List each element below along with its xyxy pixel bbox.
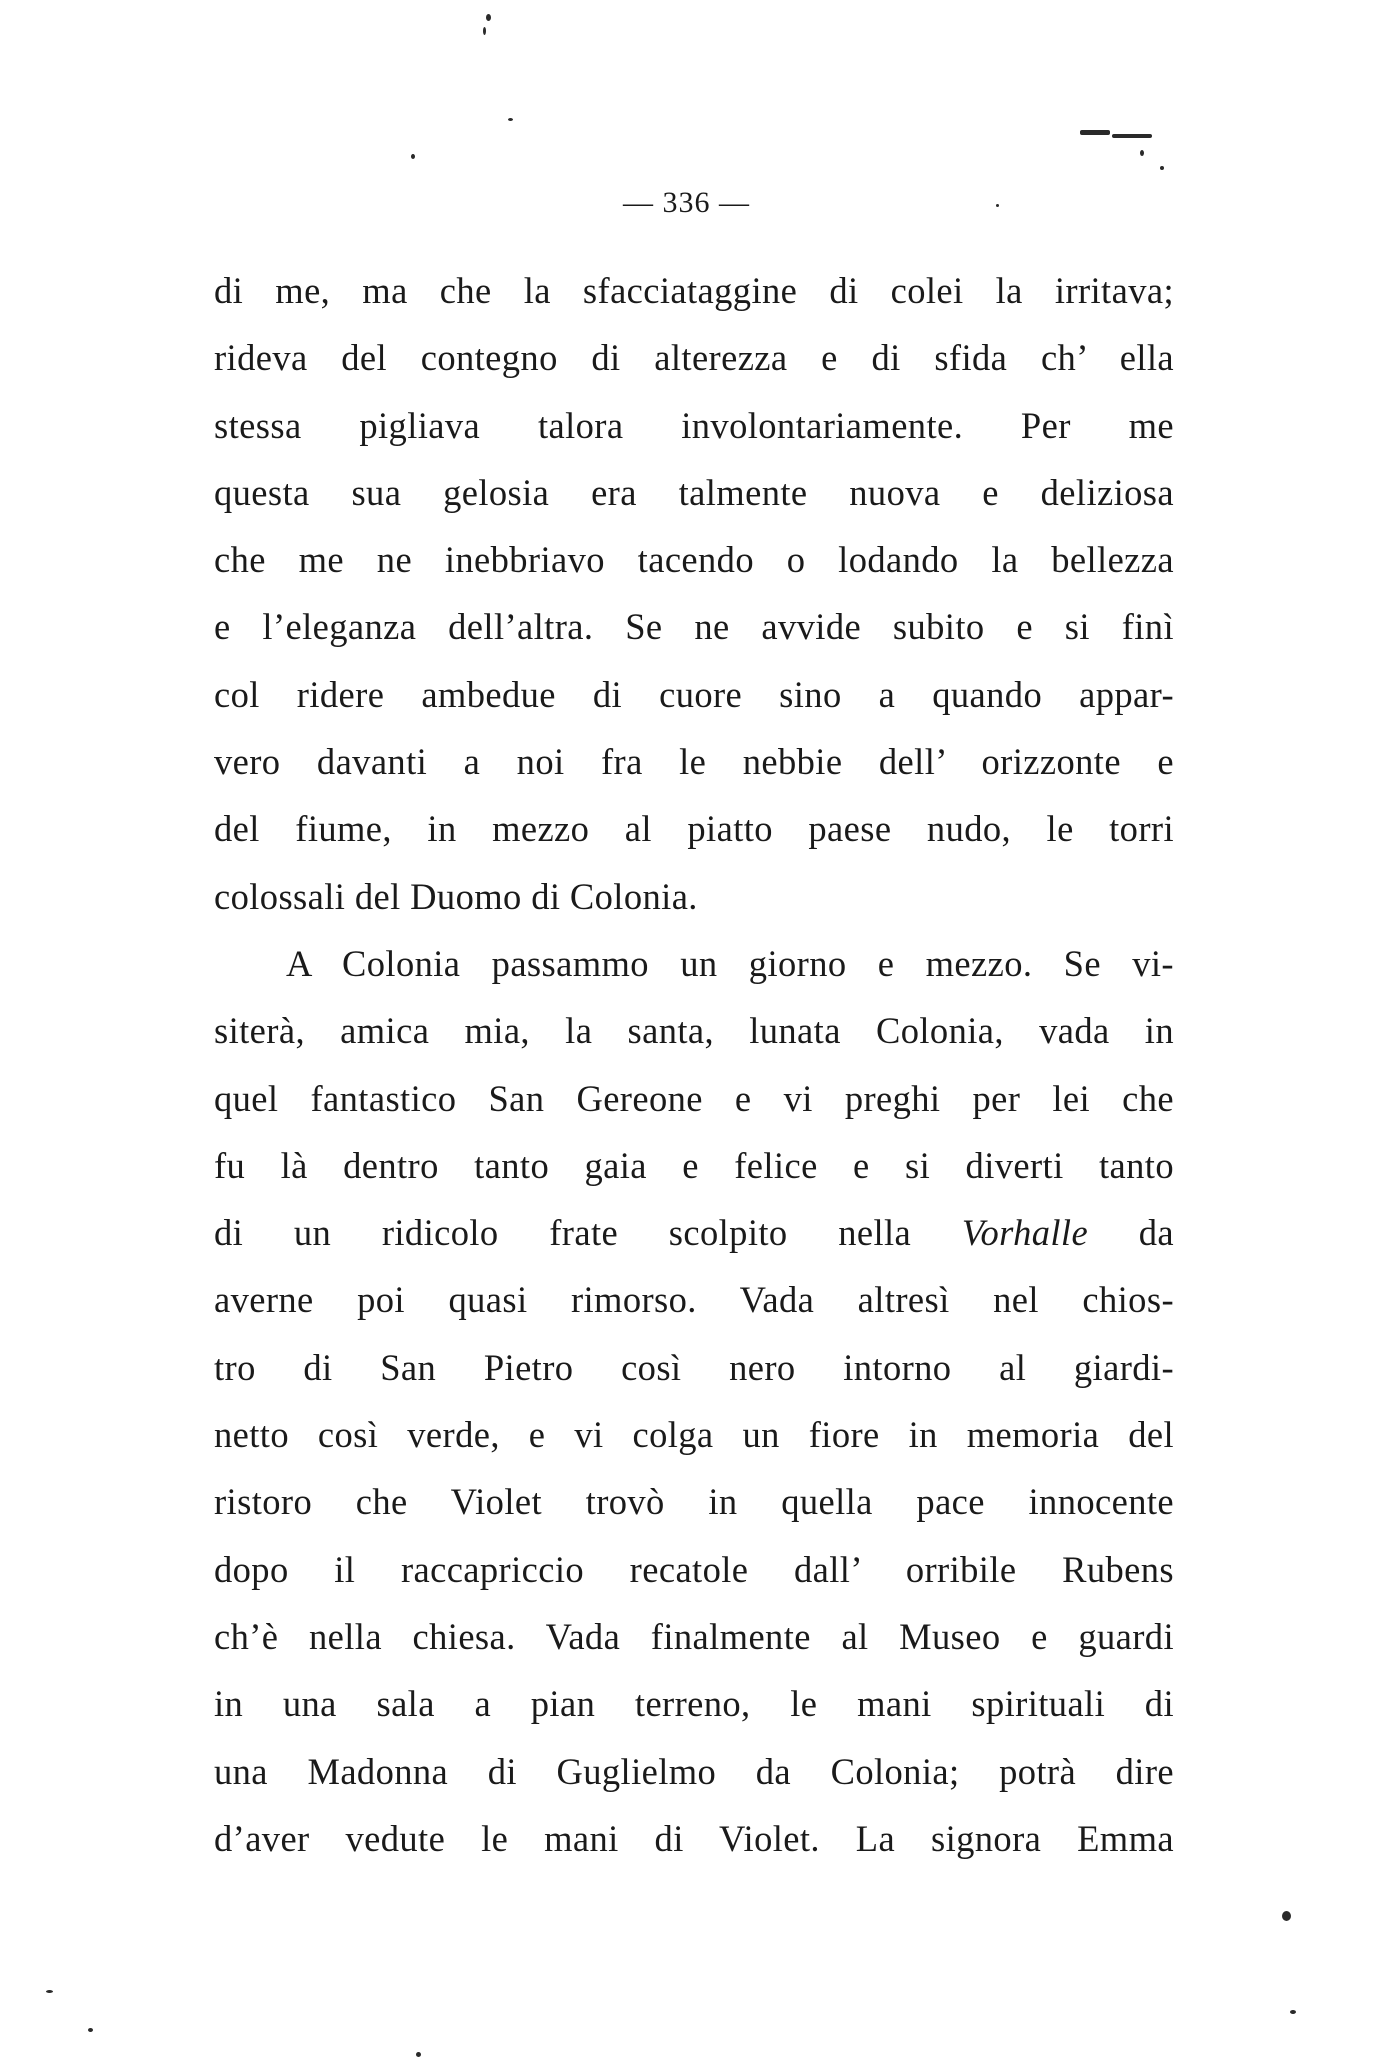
text-line: dopo il raccapriccio recatole dall’ orribile Rubens — [214, 1548, 1174, 1590]
text-line: tro di San Pietro così nero intorno al giardi- — [214, 1346, 1174, 1388]
scan-speck — [1282, 1911, 1291, 1921]
text-fragment: di un ridicolo frate scolpito nella — [214, 1212, 962, 1254]
text-line: questa sua gelosia era talmente nuova e deliziosa — [214, 471, 1174, 513]
text-line: che me ne inebbriavo tacendo o lodando la bellezza — [214, 539, 1174, 581]
text-line: stessa pigliava talora involontariamente. Per me — [214, 404, 1174, 446]
scan-speck — [1112, 134, 1152, 138]
scan-speck — [508, 118, 513, 121]
text-line: ristoro che Violet trovò in quella pace innocente — [214, 1481, 1174, 1523]
body-text — [214, 257, 1174, 1872]
scan-speck — [1080, 130, 1110, 135]
paragraph-start-line: A Colonia passammo un giorno e mezzo. Se vi- — [286, 942, 1174, 984]
scan-speck — [486, 14, 491, 21]
page-number — [0, 186, 1383, 220]
text-line: quel fantastico San Gereone e vi preghi per lei che — [214, 1077, 1174, 1119]
text-line: col ridere ambedue di cuore sino a quando appar- — [214, 673, 1174, 715]
text-line: in una sala a pian terreno, le mani spirituali di — [214, 1683, 1174, 1725]
scan-speck — [411, 154, 415, 159]
italic-word: Vorhalle — [961, 1212, 1089, 1254]
text-fragment: da — [1088, 1212, 1174, 1254]
text-line-with-italic — [214, 1199, 1174, 1266]
text-line: averne poi quasi rimorso. Vada altresì nel chios- — [214, 1279, 1174, 1321]
text-line: netto così verde, e vi colga un fiore in memoria del — [214, 1414, 1174, 1456]
page-number-text: — 336 — — [623, 186, 750, 219]
scan-speck — [1290, 2010, 1296, 2014]
text-line: una Madonna di Guglielmo da Colonia; potrà dire — [214, 1750, 1174, 1792]
paragraph-end-line: colossali del Duomo di Colonia. — [214, 875, 698, 917]
scan-speck — [483, 27, 486, 35]
text-line: siterà, amica mia, la santa, lunata Colonia, vada in — [214, 1010, 1174, 1052]
text-line: e l’eleganza dell’altra. Se ne avvide subito e si finì — [214, 606, 1174, 648]
scan-speck — [1160, 166, 1164, 170]
text-line: di me, ma che la sfacciataggine di colei la irritava; — [214, 270, 1174, 311]
scan-speck — [88, 2028, 93, 2032]
text-line: fu là dentro tanto gaia e felice e si diverti tanto — [214, 1144, 1174, 1186]
text-line: del fiume, in mezzo al piatto paese nudo, le torri — [214, 808, 1174, 850]
scan-speck — [1140, 150, 1144, 156]
scan-speck — [416, 2052, 421, 2057]
text-line: vero davanti a noi fra le nebbie dell’ orizzonte e — [214, 741, 1174, 783]
scan-speck — [46, 1990, 53, 1993]
text-line: rideva del contegno di alterezza e di sfida ch’ ella — [214, 337, 1174, 379]
text-line: d’aver vedute le mani di Violet. La signora Emma — [214, 1817, 1174, 1859]
text-line: ch’è nella chiesa. Vada finalmente al Museo e guardi — [214, 1615, 1174, 1657]
